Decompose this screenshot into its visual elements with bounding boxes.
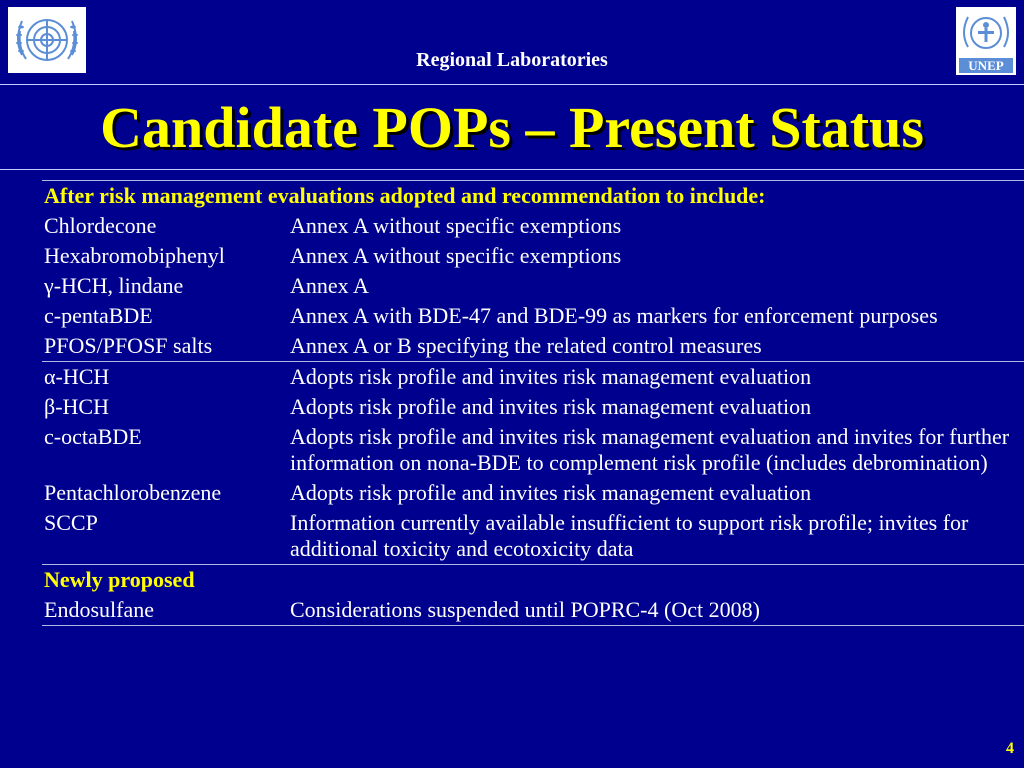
chemical-status: Annex A without specific exemptions — [290, 213, 622, 238]
chemical-status: Considerations suspended until POPRC-4 (Oct 2008) — [288, 595, 1024, 626]
chemical-status: Annex A with BDE-47 and BDE-99 as markers for enforcement purposes — [290, 303, 938, 328]
table-row — [42, 595, 1024, 626]
chemical-status: Annex A or B specifying the related control measures — [288, 331, 1024, 362]
chemical-status: Annex A without specific exemptions — [290, 243, 622, 268]
chemical-status: Adopts risk profile and invites risk management evaluation — [290, 480, 812, 505]
chemical-name: c-pentaBDE — [44, 303, 153, 328]
section-heading-row — [42, 565, 1024, 596]
chemical-status: Adopts risk profile and invites risk management evaluation — [290, 364, 812, 389]
unep-logo-text: UNEP — [968, 58, 1004, 73]
chemical-name: Hexabromobiphenyl — [44, 243, 225, 268]
chemical-name: γ-HCH, lindane — [44, 273, 184, 298]
chemical-name: SCCP — [42, 508, 288, 565]
table-row — [42, 362, 1024, 393]
chemical-name: c-octaBDE — [44, 424, 142, 449]
page-title: Candidate POPs – Present Status — [100, 95, 924, 160]
section-heading-row — [42, 181, 1024, 212]
section-heading: After risk management evaluations adopted and recommendation to include: — [42, 181, 1024, 212]
chemical-name: Pentachlorobenzene — [44, 480, 222, 505]
table-row — [42, 211, 1024, 241]
table-row — [42, 271, 1024, 301]
chemical-name: Endosulfane — [42, 595, 288, 626]
table-row — [42, 422, 1024, 478]
table-row — [42, 392, 1024, 422]
table-row — [42, 301, 1024, 331]
section-heading: Newly proposed — [44, 567, 195, 592]
chemical-status: Annex A — [290, 273, 369, 298]
table-row — [42, 241, 1024, 271]
candidate-pops-table — [42, 180, 1024, 626]
chemical-name: Chlordecone — [44, 213, 157, 238]
chemical-status: Adopts risk profile and invites risk management evaluation — [290, 394, 812, 419]
chemical-status: Adopts risk profile and invites risk management evaluation and invites for further information on nona-BDE to complement risk profile (includes debromination) — [290, 424, 1010, 475]
chemical-name: β-HCH — [44, 394, 109, 419]
header-subtitle: Regional Laboratories — [416, 49, 608, 71]
chemical-name: α-HCH — [44, 364, 110, 389]
chemical-status: Information currently available insufficient to support risk profile; invites for additional toxicity and ecotoxicity data — [288, 508, 1024, 565]
table-row — [42, 478, 1024, 508]
page-number: 4 — [1006, 740, 1014, 757]
chemical-name: PFOS/PFOSF salts — [42, 331, 288, 362]
table-row — [42, 331, 1024, 362]
table-row — [42, 508, 1024, 565]
